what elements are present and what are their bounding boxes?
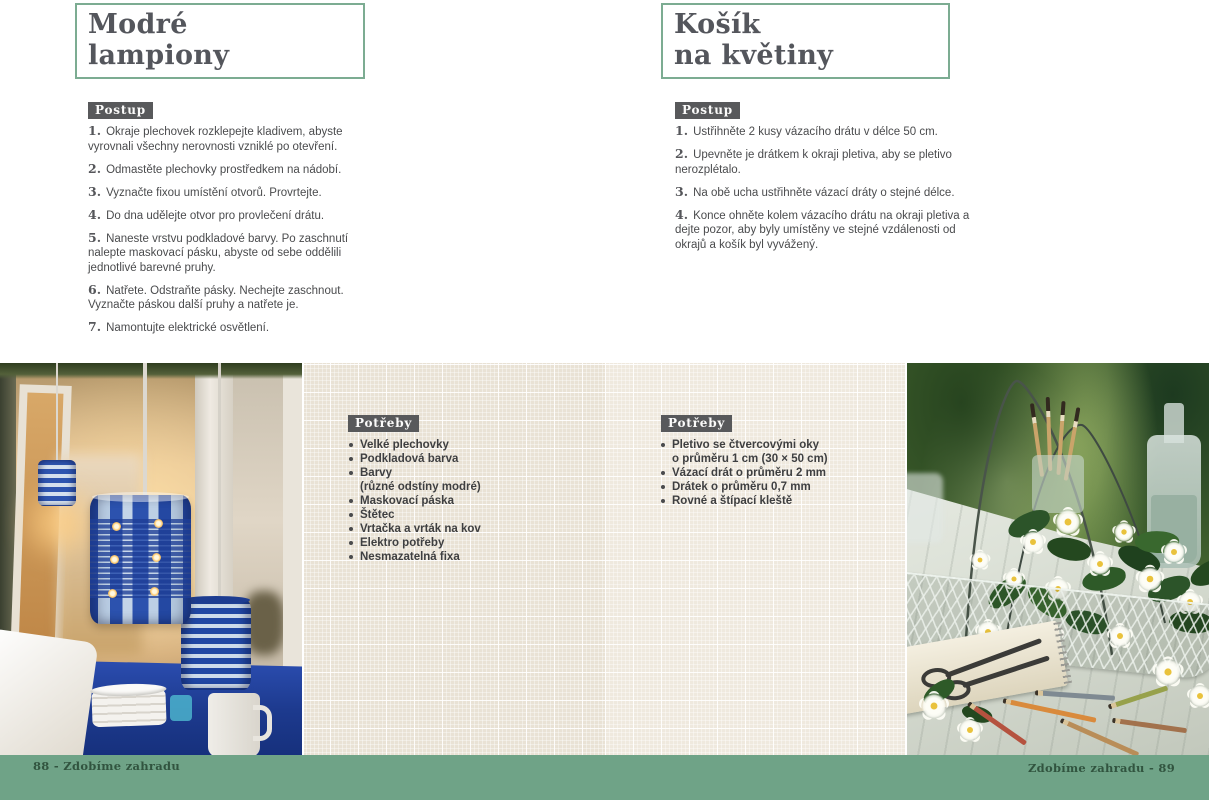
materials-list-right xyxy=(661,438,831,508)
foliage-top xyxy=(0,363,302,379)
material-text: Pletivo se čtvercovými oky xyxy=(672,439,820,451)
step-item xyxy=(675,208,990,253)
bullet-dot-icon xyxy=(349,513,353,517)
material-text: Elektro potřeby xyxy=(360,537,445,549)
step-item xyxy=(88,283,380,313)
photo-left-lanterns xyxy=(0,363,302,757)
step-number: 7. xyxy=(88,319,102,334)
potreby-badge-left: Potřeby xyxy=(348,415,419,432)
material-item xyxy=(661,466,831,480)
material-item xyxy=(349,550,499,564)
material-item xyxy=(661,438,831,452)
page-title-line1: Modré xyxy=(88,9,188,40)
potreby-badge-right: Potřeby xyxy=(661,415,732,432)
white-flower xyxy=(1089,553,1111,575)
project-title-box-right xyxy=(661,3,950,79)
lantern-large xyxy=(90,495,191,624)
material-item xyxy=(349,508,499,522)
step-item xyxy=(675,124,990,140)
lantern-small xyxy=(38,460,76,506)
step-number: 4. xyxy=(88,206,102,222)
white-chair-cloth xyxy=(0,628,99,757)
material-item xyxy=(349,536,499,550)
white-flower xyxy=(959,719,981,741)
page-title-line2: lampiony xyxy=(88,40,230,71)
photo-panel-divider xyxy=(302,363,304,757)
bullet-dot-icon xyxy=(349,471,353,475)
step-number: 6. xyxy=(88,281,102,297)
white-flower xyxy=(921,693,946,718)
step-item xyxy=(88,231,380,276)
step-text: Upevněte je drátkem k okraji pletiva, aby se pletivo nerozplétalo. xyxy=(675,149,952,176)
step-item xyxy=(88,208,380,224)
white-flower xyxy=(1114,522,1134,542)
white-flower xyxy=(1189,685,1209,707)
instructions-list-left xyxy=(88,121,380,343)
footer-page-left: 88 - Zdobíme zahradu xyxy=(33,759,181,773)
bullet-dot-icon xyxy=(349,527,353,531)
material-item xyxy=(349,494,499,508)
step-item xyxy=(88,320,380,336)
white-flower xyxy=(1022,531,1044,553)
step-number: 1. xyxy=(88,123,102,138)
postup-badge-left: Postup xyxy=(88,102,153,119)
material-text: Velké plechovky xyxy=(360,439,449,451)
bullet-dot-icon xyxy=(349,457,353,461)
instructions-list-right xyxy=(675,121,990,260)
step-text: Vyznačte fixou umístění otvorů. Provrtejte. xyxy=(106,186,322,199)
step-number: 3. xyxy=(88,183,102,199)
lamp-cable-large xyxy=(143,363,147,497)
lamp-cable-medium xyxy=(218,363,221,601)
page-title xyxy=(77,5,363,71)
step-text: Do dna udělejte otvor pro provlečení drátu. xyxy=(106,209,325,222)
step-number: 2. xyxy=(88,160,102,176)
step-text: Odmastěte plechovky prostředkem na nádobí. xyxy=(106,163,342,176)
step-text: Natřete. Odstraňte pásky. Nechejte zaschnout. Vyznačte páskou další pruhy a natřete je. xyxy=(88,284,344,311)
material-text: Barvy xyxy=(360,467,392,479)
page-title-line2: na květiny xyxy=(674,40,834,71)
material-item xyxy=(661,494,831,508)
material-item xyxy=(349,466,499,480)
white-flower xyxy=(971,551,989,569)
step-text: Konce ohněte kolem vázacího drátu na okraji pletiva a dejte pozor, aby byly umístěny ve stejné vzdálenosti od okrajů a košík byl vyvážený. xyxy=(675,209,970,251)
bullet-dot-icon xyxy=(661,485,665,489)
teal-glass xyxy=(170,695,192,721)
bullet-dot-icon xyxy=(661,471,665,475)
material-item-continuation xyxy=(661,452,831,466)
step-item xyxy=(88,185,380,201)
lantern-light-dot xyxy=(108,589,117,598)
bullet-dot-icon xyxy=(349,541,353,545)
materials-list-left xyxy=(349,438,499,564)
page-title xyxy=(663,5,948,71)
material-text: Podkladová barva xyxy=(360,453,459,465)
white-jug xyxy=(208,693,260,757)
footer-page-right: Zdobíme zahradu - 89 xyxy=(1027,761,1175,775)
material-text: Maskovací páska xyxy=(360,495,454,507)
step-number: 4. xyxy=(675,206,689,222)
step-item xyxy=(88,162,380,178)
lantern-light-dot xyxy=(150,587,159,596)
brush-jar xyxy=(1032,455,1084,513)
white-flower xyxy=(1055,509,1080,534)
material-item xyxy=(349,438,499,452)
bullet-dot-icon xyxy=(661,443,665,447)
white-flower xyxy=(1163,541,1185,563)
lantern-medium xyxy=(181,598,251,690)
material-text: Vrtačka a vrták na kov xyxy=(360,523,481,535)
step-item xyxy=(675,147,990,177)
material-text: Vázací drát o průměru 2 mm xyxy=(672,467,827,479)
step-item xyxy=(88,124,380,154)
graph-paper-panel-right xyxy=(605,363,907,757)
lantern-light-dot xyxy=(110,555,119,564)
step-number: 5. xyxy=(88,229,102,245)
step-number: 2. xyxy=(675,146,689,161)
step-text: Na obě ucha ustřihněte vázací dráty o stejné délce. xyxy=(693,186,955,199)
material-text: Rovné a štípací kleště xyxy=(672,495,793,507)
step-text: Okraje plechovek rozklepejte kladivem, abyste vyrovnali všechny nerovnosti vzniklé po otevření. xyxy=(88,126,343,153)
white-flower xyxy=(1155,659,1181,685)
material-item xyxy=(661,480,831,494)
lantern-light-dot xyxy=(152,553,161,562)
bullet-dot-icon xyxy=(349,499,353,503)
material-text: Drátek o průměru 0,7 mm xyxy=(672,481,811,493)
material-text: (různé odstíny modré) xyxy=(360,481,481,493)
step-text: Namontujte elektrické osvětlení. xyxy=(106,322,270,334)
step-text: Naneste vrstvu podkladové barvy. Po zaschnutí nalepte maskovací pásku, abyste od sebe oddělili jednotlivé barevné pruhy. xyxy=(88,232,349,274)
step-text: Ustřihněte 2 kusy vázacího drátu v délce 50 cm. xyxy=(693,126,938,138)
plate-stack xyxy=(91,689,166,728)
material-text: Nesmazatelná fixa xyxy=(360,551,460,563)
step-item xyxy=(675,185,990,201)
white-flower xyxy=(1109,625,1131,647)
material-item xyxy=(349,522,499,536)
material-item xyxy=(349,452,499,466)
bullet-dot-icon xyxy=(661,499,665,503)
postup-badge-right: Postup xyxy=(675,102,740,119)
lamp-cable-small xyxy=(56,363,58,461)
project-title-box-left xyxy=(75,3,365,79)
bullet-dot-icon xyxy=(349,555,353,559)
step-number: 1. xyxy=(675,123,689,138)
lantern-light-dot xyxy=(154,519,163,528)
page-title-line1: Košík xyxy=(674,9,761,40)
bullet-dot-icon xyxy=(349,443,353,447)
photo-right-flower-basket xyxy=(907,363,1209,757)
material-text: o průměru 1 cm (30 × 50 cm) xyxy=(672,453,828,465)
white-flower xyxy=(1138,567,1162,591)
step-number: 3. xyxy=(675,183,689,199)
lantern-ribs xyxy=(90,519,191,598)
material-item-continuation xyxy=(349,480,499,494)
lantern-light-dot xyxy=(112,522,121,531)
material-text: Štětec xyxy=(360,509,395,521)
